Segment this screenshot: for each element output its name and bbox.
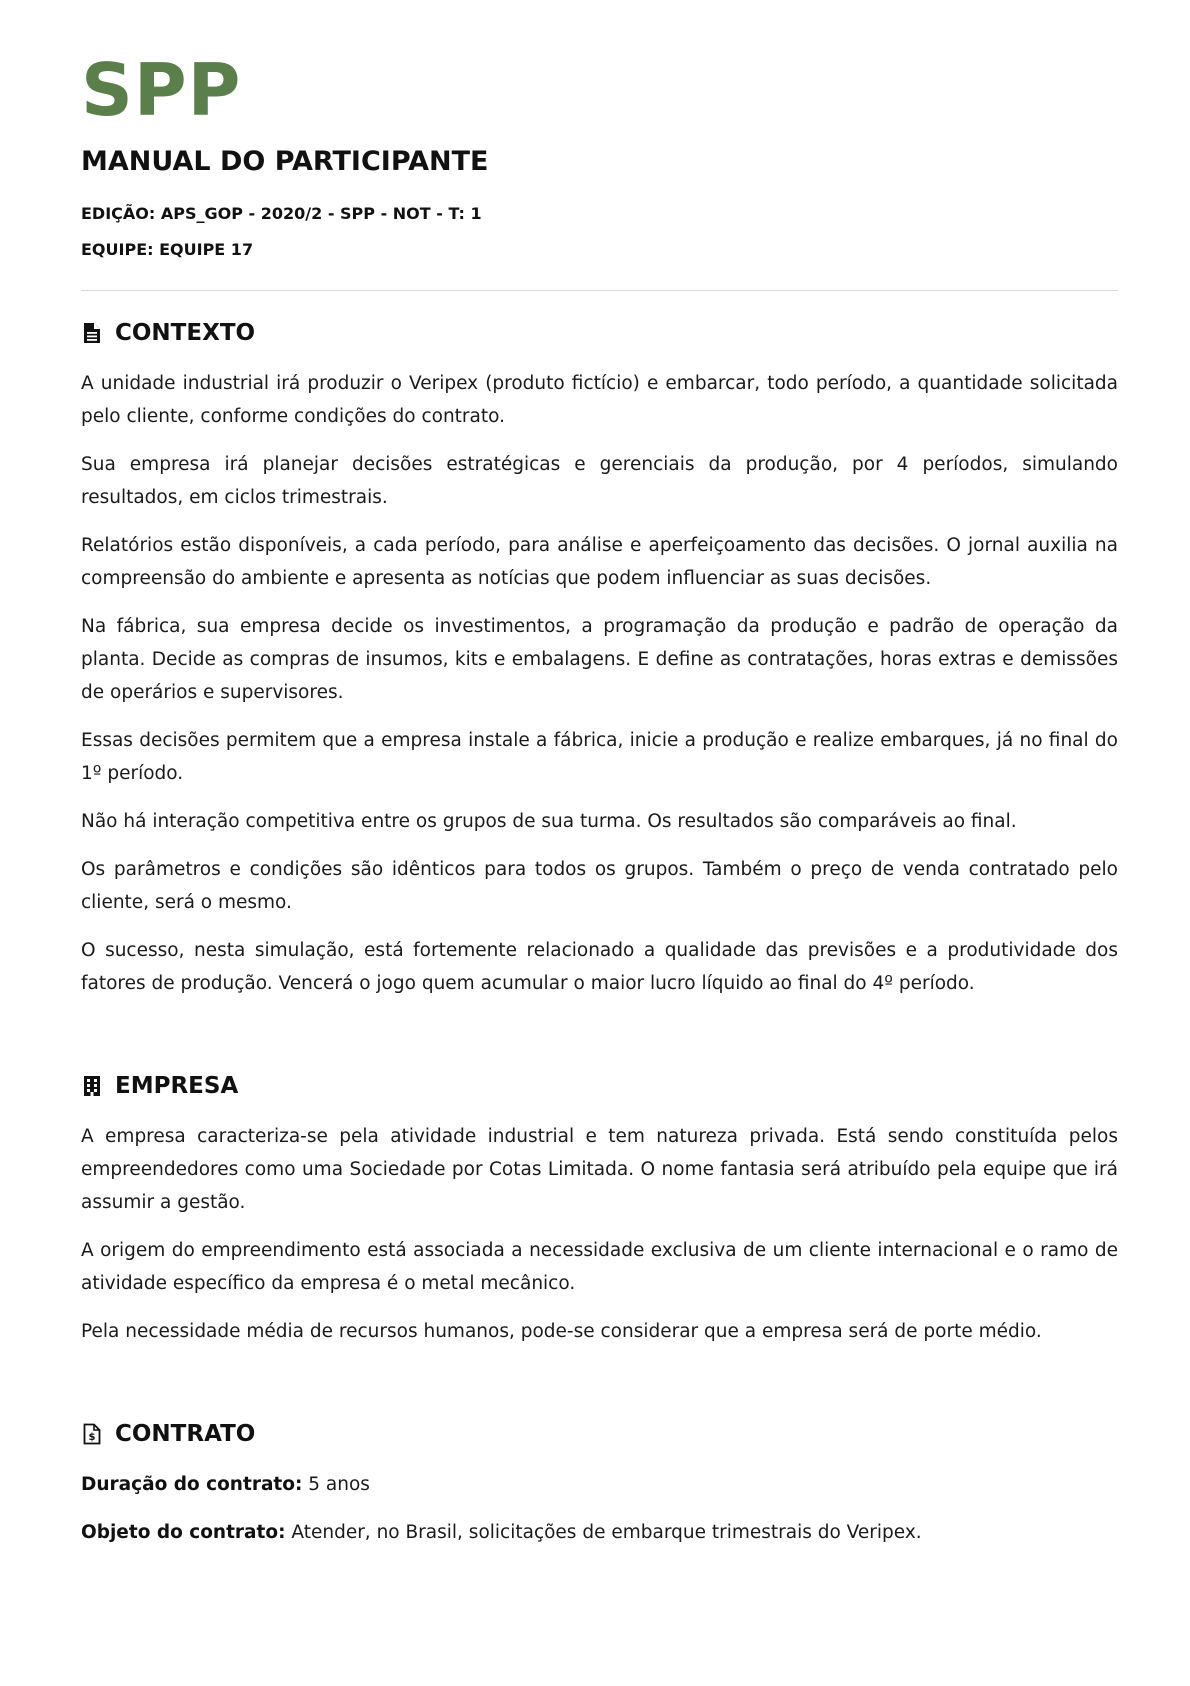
paragraph: Os parâmetros e condições são idênticos para todos os grupos. Também o preço de venda contratado pelo cliente, será o mesmo. [81, 859, 1118, 913]
paragraph: Pela necessidade média de recursos humanos, pode-se considerar que a empresa será de porte médio. [81, 1321, 1042, 1342]
section-title-text: CONTEXTO [115, 320, 256, 346]
svg-text:$: $ [88, 1432, 96, 1443]
contract-duration-label: Duração do contrato: [81, 1474, 303, 1495]
contract-object-value: Atender, no Brasil, solicitações de embarque trimestrais do Veripex. [285, 1522, 922, 1543]
paragraph: Não há interação competitiva entre os grupos de sua turma. Os resultados são comparáveis ao final. [81, 811, 1017, 832]
paragraph: Essas decisões permitem que a empresa instale a fábrica, inicie a produção e realize embarques, já no final do 1º período. [81, 730, 1118, 784]
divider [81, 290, 1118, 291]
logo: SPP [81, 48, 242, 132]
paragraph: Relatórios estão disponíveis, a cada período, para análise e aperfeiçoamento das decisões. O jornal auxilia na compreensão do ambiente e apresenta as notícias que podem influenciar as suas decisões. [81, 535, 1118, 589]
contract-duration-value: 5 anos [302, 1474, 370, 1495]
paragraph: O sucesso, nesta simulação, está fortemente relacionado a qualidade das previsões e a produtividade dos fatores de produção. Vencerá o jogo quem acumular o maior lucro líquido ao final do 4º período. [81, 940, 1118, 994]
section-title-empresa [81, 1068, 1118, 1104]
section-empresa [81, 1068, 1118, 1348]
paragraph: A origem do empreendimento está associada a necessidade exclusiva de um cliente internacional e o ramo de atividade específico da empresa é o metal mecânico. [81, 1240, 1118, 1294]
paragraph: Na fábrica, sua empresa decide os investimentos, a programação da produção e padrão de operação da planta. Decide as compras de insumos, kits e embalagens. E define as contratações, horas extras e demissões de operários e supervisores. [81, 616, 1118, 703]
paragraph: A unidade industrial irá produzir o Veripex (produto fictício) e embarcar, todo período, a quantidade solicitada pelo cliente, conforme condições do contrato. [81, 373, 1118, 427]
paragraph: A empresa caracteriza-se pela atividade industrial e tem natureza privada. Está sendo constituída pelos empreendedores como uma Sociedade por Cotas Limitada. O nome fantasia será atribuído pela equipe que irá assumir a gestão. [81, 1126, 1118, 1213]
contract-object-label: Objeto do contrato: [81, 1522, 286, 1543]
section-title-text: EMPRESA [115, 1073, 239, 1099]
contract-icon [81, 1423, 103, 1445]
page-title: MANUAL DO PARTICIPANTE [81, 146, 489, 177]
section-contrato [81, 1416, 1118, 1549]
section-contexto [81, 315, 1118, 1000]
edition-info: EDIÇÃO: APS_GOP - 2020/2 - SPP - NOT - T: 1 [81, 204, 482, 223]
paragraph: Sua empresa irá planejar decisões estratégicas e gerenciais da produção, por 4 períodos, simulando resultados, em ciclos trimestrais. [81, 454, 1118, 508]
section-title-contrato [81, 1416, 1118, 1452]
section-title-contexto [81, 315, 1118, 351]
document-icon [81, 322, 103, 344]
building-icon [81, 1075, 103, 1097]
contract-duration [81, 1468, 1118, 1501]
section-title-text: CONTRATO [115, 1421, 256, 1447]
team-info: EQUIPE: EQUIPE 17 [81, 240, 254, 259]
contract-object [81, 1516, 1118, 1549]
